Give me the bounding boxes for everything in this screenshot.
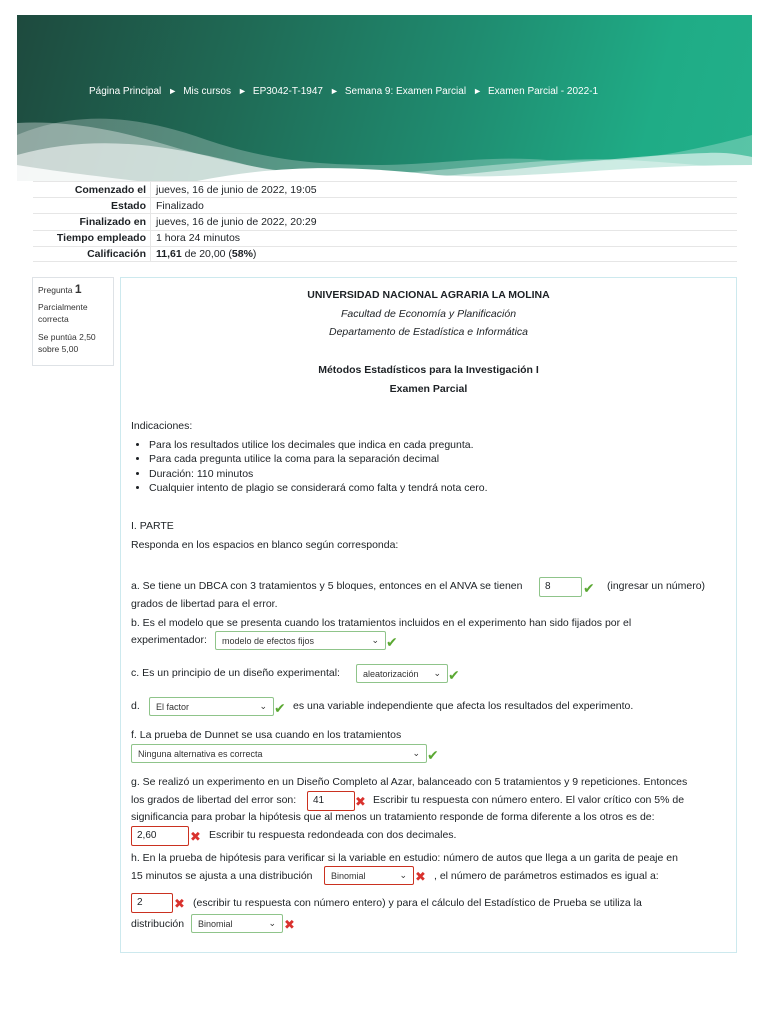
part-title: I. PARTE — [131, 520, 174, 532]
select-value: aleatorización — [363, 668, 419, 679]
cross-icon: ✖ — [355, 794, 366, 809]
select-value: Ninguna alternativa es correcta — [138, 748, 263, 759]
summary-value: jueves, 16 de junio de 2022, 19:05 — [150, 182, 317, 197]
answer-a-input[interactable]: 8 — [539, 577, 582, 597]
breadcrumb-my-courses[interactable]: Mis cursos — [183, 86, 231, 97]
summary-row-grade — [33, 246, 737, 262]
grade-close: ) — [252, 247, 257, 260]
grade-total: de 20,00 ( — [181, 247, 232, 260]
summary-row-finished — [33, 213, 737, 229]
item-g-hint: Escribir tu respuesta con número entero. El valor crítico con 5% de — [373, 794, 685, 806]
breadcrumb-section[interactable]: Semana 9: Examen Parcial — [344, 86, 467, 97]
question-state: Parcialmente correcta — [38, 302, 88, 325]
university-title: UNIVERSIDAD NACIONAL AGRARIA LA MOLINA — [307, 289, 550, 301]
summary-label: Calificación — [87, 247, 146, 260]
answer-d-select[interactable] — [149, 697, 274, 716]
grade-percent: 58% — [231, 247, 253, 260]
item-b-label: experimentador: — [131, 634, 207, 646]
exam-title: Examen Parcial — [389, 383, 468, 395]
summary-value — [150, 247, 256, 261]
answer-h-distribution-select[interactable] — [324, 866, 414, 885]
points-line: Se puntúa 2,50 — [38, 331, 96, 342]
summary-value: 1 hora 24 minutos — [150, 231, 240, 246]
breadcrumb-course[interactable]: EP3042-T-1947 — [252, 86, 323, 97]
chevron-down-icon: ⌄ — [433, 668, 441, 678]
chevron-down-icon: ⌄ — [268, 918, 276, 928]
check-icon: ✔ — [583, 580, 595, 596]
department-title: Departamento de Estadística e Informática — [328, 326, 529, 338]
answer-c-select[interactable] — [356, 664, 448, 683]
summary-value: jueves, 16 de junio de 2022, 20:29 — [150, 214, 317, 229]
cross-icon: ✖ — [415, 869, 426, 884]
cross-icon: ✖ — [174, 896, 185, 911]
item-b-text: b. Es el modelo que se presenta cuando los tratamientos incluidos en el experimento han sido fijados por el — [131, 617, 632, 629]
select-value: Binomial — [198, 918, 233, 929]
breadcrumb-current[interactable]: Examen Parcial - 2022-1 — [487, 86, 599, 97]
chevron-down-icon: ⌄ — [371, 635, 379, 645]
summary-value: Finalizado — [150, 198, 204, 213]
summary-row-state — [33, 197, 737, 213]
item-g-label: los grados de libertad del error son: — [131, 794, 297, 806]
breadcrumb-separator: ► — [473, 86, 482, 96]
question-content — [120, 277, 737, 953]
question-info-box — [32, 277, 114, 366]
cross-icon: ✖ — [190, 829, 201, 844]
question-number-value: 1 — [74, 282, 82, 296]
cross-icon: ✖ — [284, 917, 295, 932]
check-icon: ✔ — [448, 667, 460, 683]
select-value: El factor — [156, 701, 190, 712]
summary-label: Finalizado en — [79, 215, 146, 228]
chevron-down-icon: ⌄ — [412, 748, 420, 758]
answer-g-df-input[interactable]: 41 — [307, 791, 355, 811]
summary-label: Estado — [110, 199, 146, 212]
item-a-text-2: grados de libertad para el error. — [131, 598, 278, 610]
attempt-summary-table — [33, 181, 737, 262]
chevron-down-icon: ⌄ — [259, 701, 267, 711]
item-g-hint-2: Escribir tu respuesta redondeada con dos decimales. — [209, 829, 457, 841]
indications-title: Indicaciones: — [131, 420, 193, 432]
answer-h-statistic-select[interactable] — [191, 914, 283, 933]
breadcrumb-home[interactable]: Página Principal — [89, 86, 162, 97]
chevron-down-icon: ⌄ — [399, 870, 407, 880]
breadcrumb-separator: ► — [329, 86, 339, 96]
answer-h-params-input[interactable]: 2 — [131, 893, 173, 913]
course-title: Métodos Estadísticos para la Investigación I — [318, 364, 539, 376]
points-line: sobre 5,00 — [38, 343, 79, 354]
select-value: modelo de efectos fijos — [222, 635, 315, 646]
indications-list — [149, 438, 488, 495]
check-icon: ✔ — [274, 700, 286, 716]
summary-label: Tiempo empleado — [56, 232, 146, 245]
item-h-text: h. En la prueba de hipótesis para verificar si la variable en estudio: número de autos que llega a un garita de peaje en — [131, 852, 678, 864]
breadcrumb-separator: ► — [168, 86, 178, 96]
answer-g-critical-input[interactable]: 2,60 — [131, 826, 189, 846]
answer-b-select[interactable] — [215, 631, 386, 650]
check-icon: ✔ — [386, 634, 398, 650]
item-h-label-2: distribución — [131, 918, 185, 930]
list-item: • Para los resultados utilice los decimales que indica en cada pregunta. — [149, 438, 488, 452]
item-g-text-3: significancia para probar la hipótesis que al menos un tratamiento responde de forma diferente a los otros es de: — [131, 811, 655, 823]
item-d-label: d. — [131, 700, 140, 712]
summary-row-time — [33, 230, 737, 246]
item-g-text: g. Se realizó un experimento en un Diseño Completo al Azar, balanceado con 5 tratamientos y 9 repeticiones. Entonces — [131, 776, 688, 788]
question-points — [38, 331, 108, 356]
select-value: Binomial — [331, 870, 366, 881]
item-h-mid: , el número de parámetros estimados es igual a: — [434, 870, 659, 882]
list-item: • Cualquier intento de plagio se considerará como falta y tendrá nota cero. — [149, 481, 488, 495]
item-c-text: c. Es un principio de un diseño experimental: — [131, 667, 340, 679]
list-item: • Para cada pregunta utilice la coma para la separación decimal — [149, 452, 488, 466]
answer-f-select[interactable] — [131, 744, 427, 763]
item-a-hint: (ingresar un número) — [607, 580, 706, 592]
item-f-text: f. La prueba de Dunnet se usa cuando en los tratamientos — [131, 729, 402, 741]
summary-label: Comenzado el — [74, 183, 146, 196]
question-label: Pregunta — [38, 285, 73, 295]
faculty-title: Facultad de Economía y Planificación — [340, 308, 517, 320]
breadcrumb-separator: ► — [237, 86, 247, 96]
item-d-text: es una variable independiente que afecta los resultados del experimento. — [293, 700, 634, 712]
list-item: • Duración: 110 minutos — [149, 467, 488, 481]
question-number — [38, 282, 108, 296]
page-header-banner — [17, 15, 752, 181]
part-instruction: Responda en los espacios en blanco según corresponda: — [131, 539, 399, 551]
breadcrumb — [89, 86, 598, 97]
item-h-hint: (escribir tu respuesta con número entero) y para el cálculo del Estadístico de Prueba se utiliza la — [193, 897, 642, 909]
wave-decoration — [17, 15, 752, 181]
item-a-text: a. Se tiene un DBCA con 3 tratamientos y 5 bloques, entonces en el ANVA se tienen — [131, 580, 523, 592]
check-icon: ✔ — [427, 747, 439, 763]
item-h-label: 15 minutos se ajusta a una distribución — [131, 870, 313, 882]
summary-row-started — [33, 181, 737, 197]
grade-value: 11,61 — [156, 247, 182, 260]
